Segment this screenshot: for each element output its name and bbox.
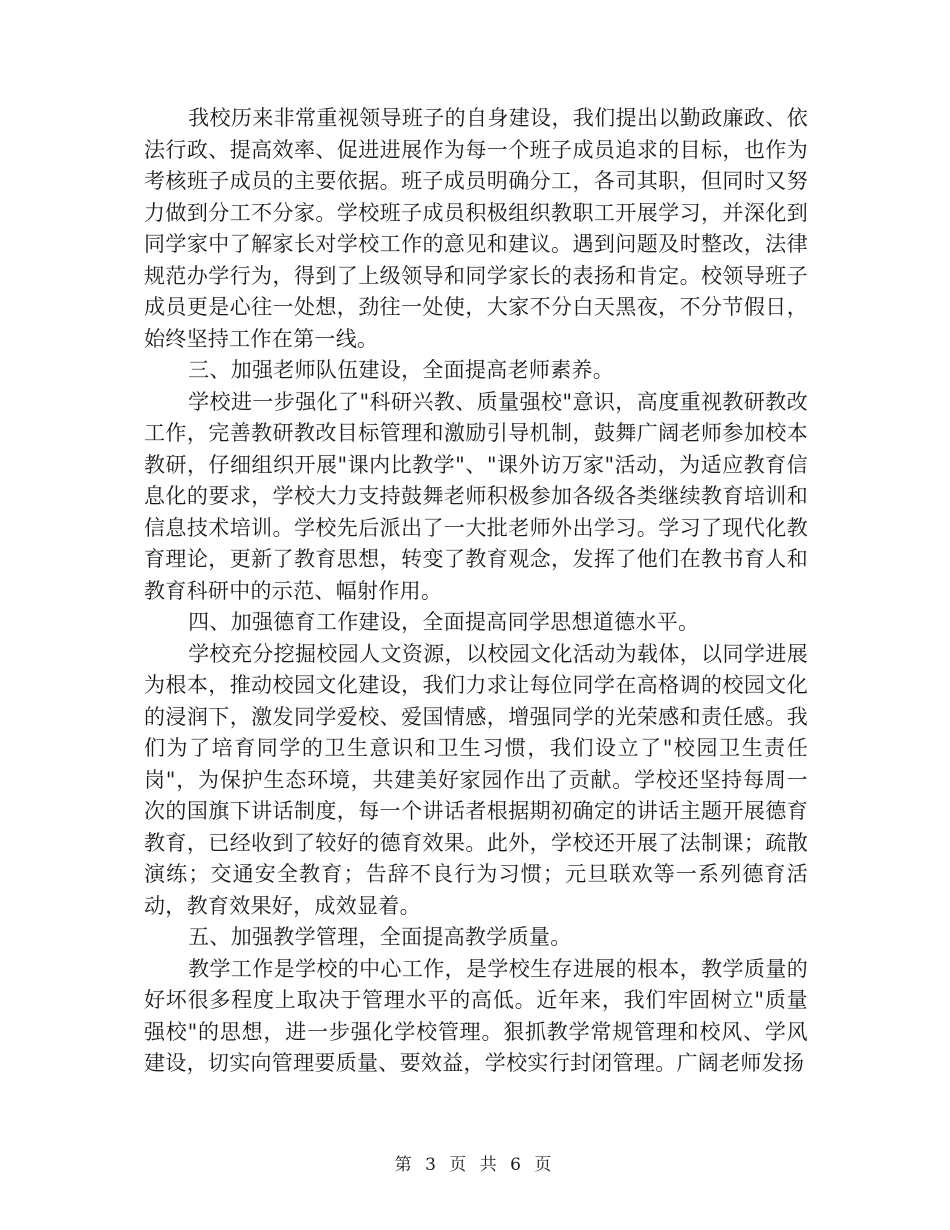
section-heading-moral-education: 四、加强德育工作建设，全面提高同学思想道德水平。 xyxy=(188,610,700,634)
section-heading-teaching-management: 五、加强教学管理，全面提高教学质量。 xyxy=(188,925,572,949)
paragraph-teaching-management: 教学工作是学校的中心工作，是学校生存进展的根本，教学质量的好坏很多程度上取决于管理水平的高低。近年来，我们牢固树立"质量强校"的思想，进一步强化学校管理。狠抓教学常规管理和校风、学风建设，切实向管理要质量、要效益，学校实行封闭管理。广阔老师发扬 xyxy=(144,956,808,1075)
paragraph-teachers: 学校进一步强化了"科研兴教、质量强校"意识，高度重视教研教改工作，完善教研教改目标管理和激励引导机制，鼓舞广阔老师参加校本教研，仔细组织开展"课内比教学"、"课外访万家"活动，为适应教育信息化的要求，学校大力支持鼓舞老师积极参加各级各类继续教育培训和信息技术培训。学校先后派出了一大批老师外出学习。学习了现代化教育理论，更新了教育思想，转变了教育观念，发挥了他们在教书育人和教育科研中的示范、幅射作用。 xyxy=(144,389,808,603)
document-body xyxy=(144,103,808,1080)
paragraph-moral-education: 学校充分挖掘校园人文资源，以校园文化活动为载体，以同学进展为根本，推动校园文化建设，我们力求让每位同学在高格调的校园文化的浸润下，激发同学爱校、爱国情感，增强同学的光荣感和责任感。我们为了培育同学的卫生意识和卫生习惯，我们设立了"校园卫生责任岗"，为保护生态环境，共建美好家园作出了贡献。学校还坚持每周一次的国旗下讲话制度，每一个讲话者根据期初确定的讲话主题开展德育教育，已经收到了较好的德育效果。此外，学校还开展了法制课；疏散演练；交通安全教育；告辞不良行为习惯；元旦联欢等一系列德育活动，教育效果好，成效显着。 xyxy=(144,641,808,918)
paragraph-leadership: 我校历来非常重视领导班子的自身建设，我们提出以勤政廉政、依法行政、提高效率、促进进展作为每一个班子成员追求的目标，也作为考核班子成员的主要依据。班子成员明确分工，各司其职，但同时又努力做到分工不分家。学校班子成员积极组织教职工开展学习，并深化到同学家中了解家长对学校工作的意见和建议。遇到问题及时整改，法律规范办学行为，得到了上级领导和同学家长的表扬和肯定。校领导班子成员更是心往一处想，劲往一处使，大家不分白天黑夜，不分节假日，始终坚持工作在第一线。 xyxy=(144,106,808,351)
section-heading-teachers: 三、加强老师队伍建设，全面提高老师素养。 xyxy=(188,358,615,382)
page-number-footer: 第 3 页 共 6 页 xyxy=(394,1155,556,1175)
